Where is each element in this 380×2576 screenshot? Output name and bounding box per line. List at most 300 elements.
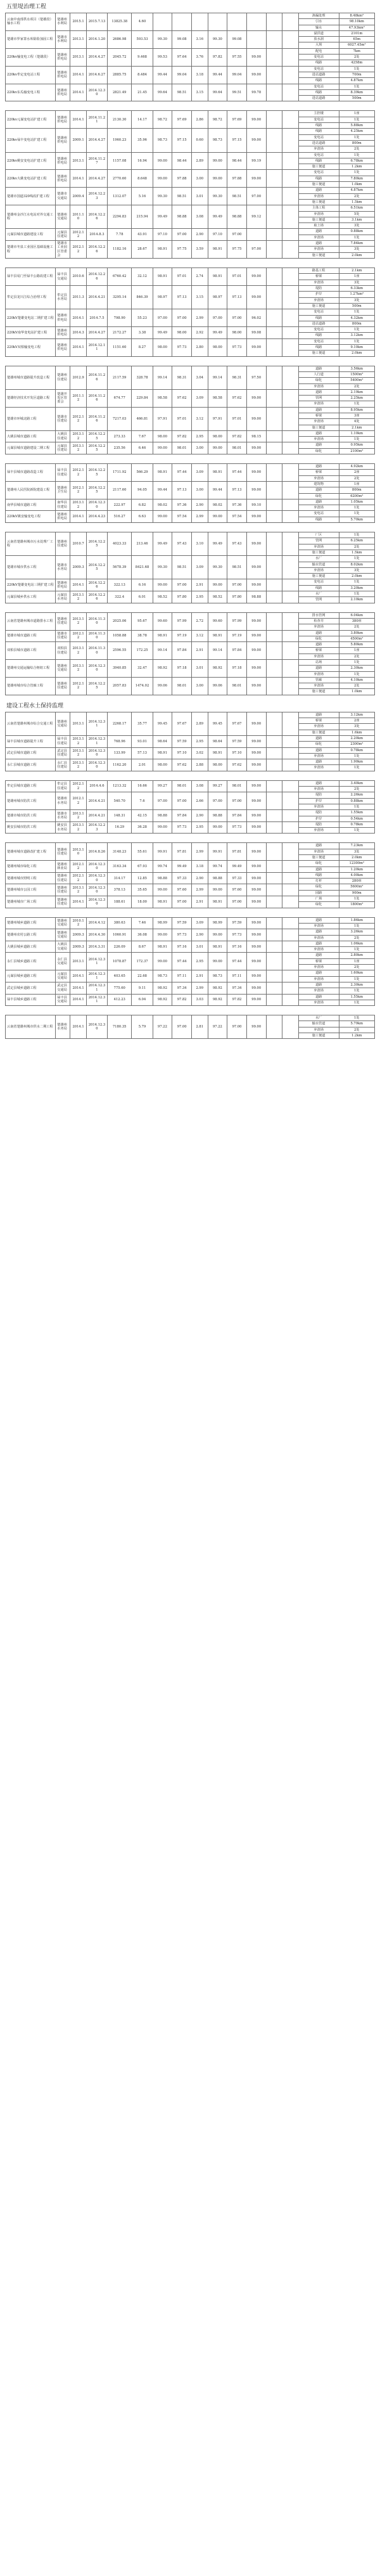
ledger-section bbox=[0, 1, 380, 101]
quantity-cell: 2.1km bbox=[339, 268, 374, 274]
value-cell: 2014.12.23 bbox=[86, 821, 107, 834]
value-cell: 2014.1 bbox=[70, 1015, 87, 1039]
item-cell: 弃渣场 bbox=[298, 401, 339, 407]
value-cell: 35.96 bbox=[132, 129, 153, 152]
value-cell: 5.79 bbox=[132, 1015, 153, 1039]
value-cell: 97.34 bbox=[172, 982, 192, 994]
item-cell: 弃渣场 bbox=[298, 947, 339, 953]
quantity-cell: 1处 bbox=[339, 591, 374, 597]
value-cell: 2014.12.30 bbox=[86, 84, 107, 101]
unit-cell: 楚雄市水务局 bbox=[56, 556, 70, 579]
value-cell: 3.08 bbox=[191, 780, 208, 792]
value-cell: 99.00 bbox=[246, 747, 266, 759]
quantity-cell: 4处 bbox=[339, 419, 374, 425]
unit-cell: 永仁县住建局 bbox=[56, 759, 70, 771]
value-cell bbox=[266, 953, 282, 970]
value-cell: 99.00 bbox=[246, 884, 266, 896]
value-cell bbox=[282, 792, 299, 810]
value-cell bbox=[282, 953, 299, 970]
value-cell bbox=[266, 48, 282, 66]
value-cell: 2012.9 bbox=[70, 366, 87, 389]
value-cell: 2014.12.25 bbox=[86, 556, 107, 579]
item-cell: 护岸 bbox=[298, 816, 339, 821]
value-cell: 8421.68 bbox=[132, 556, 153, 579]
value-cell: 5.16 bbox=[132, 188, 153, 205]
value-cell: 2770.60 bbox=[108, 170, 132, 188]
value-cell: 98.01 bbox=[227, 442, 247, 454]
value-cell: 540.70 bbox=[108, 792, 132, 810]
value-cell: 2013.12 bbox=[70, 499, 87, 511]
quantity-cell: 2座 bbox=[339, 470, 374, 475]
quantity-cell: 6027.45m² bbox=[339, 42, 374, 48]
value-cell: 99.64 bbox=[208, 84, 227, 101]
quantity-cell: 1处 bbox=[339, 338, 374, 344]
item-cell: 道路 bbox=[298, 366, 339, 371]
item-cell: 人行道 bbox=[298, 371, 339, 377]
project-name-cell: 楚雄州城市道路改扩建工程 bbox=[6, 843, 56, 861]
value-cell: 99.06 bbox=[153, 677, 172, 695]
item-cell: 桥梁 bbox=[298, 470, 339, 475]
value-cell: 2014.12.23 bbox=[86, 188, 107, 205]
value-cell bbox=[266, 659, 282, 677]
section-title: 建设工程水土保持监理 bbox=[6, 702, 64, 709]
value-cell: 2.66 bbox=[191, 792, 208, 810]
value-cell: 2012.12 bbox=[70, 481, 87, 499]
table-row bbox=[6, 268, 375, 274]
value-cell: 97.00 bbox=[172, 309, 192, 327]
quantity-cell: 8.48km² bbox=[339, 13, 374, 19]
item-cell: 输水 bbox=[298, 25, 339, 30]
value-cell: 2014.8.26 bbox=[86, 843, 107, 861]
quantity-cell: 1处 bbox=[339, 309, 374, 315]
item-cell: 桥梁 bbox=[298, 648, 339, 654]
document bbox=[0, 1, 380, 1039]
project-name-cell: 牟定县龙川江综合治理工程 bbox=[6, 286, 56, 309]
quantity-cell: 1.10km bbox=[339, 430, 374, 436]
value-cell: 2014.12.30 bbox=[86, 884, 107, 896]
ledger-table bbox=[5, 366, 375, 454]
ledger-table bbox=[5, 1015, 375, 1039]
project-name-cell: 楚雄州城市广场工程 bbox=[6, 896, 56, 908]
project-name-cell: 220kv姚安变电站扩建工程 bbox=[6, 152, 56, 170]
unit-cell: 楚雄州住建局 bbox=[56, 884, 70, 896]
quantity-cell: 900m bbox=[339, 890, 374, 896]
quantity-cell: 2.0km bbox=[339, 574, 374, 579]
value-cell: 97.22 bbox=[208, 1015, 227, 1039]
quantity-cell: 5.70km bbox=[339, 517, 374, 522]
table-row bbox=[6, 792, 375, 798]
value-cell: 2014.12.30 bbox=[86, 759, 107, 771]
value-cell bbox=[282, 532, 299, 556]
quantity-cell: 3.40km bbox=[339, 780, 374, 786]
value-cell: 98.73 bbox=[208, 970, 227, 982]
table-row bbox=[6, 843, 375, 849]
value-cell: 2013.1 bbox=[70, 48, 87, 66]
value-cell: 98.91 bbox=[153, 941, 172, 953]
table-row bbox=[6, 442, 375, 448]
value-cell: 3.76 bbox=[191, 48, 208, 66]
value-cell bbox=[266, 13, 282, 31]
table-row bbox=[6, 327, 375, 333]
quantity-cell: 4500m² bbox=[339, 636, 374, 641]
value-cell: 7.67 bbox=[132, 430, 153, 442]
value-cell bbox=[282, 205, 299, 229]
value-cell bbox=[282, 442, 299, 454]
value-cell: 2013.12 bbox=[70, 884, 87, 896]
value-cell: 97.44 bbox=[227, 464, 247, 482]
quantity-cell: 1.0km bbox=[339, 182, 374, 188]
quantity-cell: 6200m² bbox=[339, 493, 374, 499]
value-cell bbox=[282, 810, 299, 822]
value-cell: 95.67 bbox=[132, 612, 153, 630]
quantity-cell: 1.06km bbox=[339, 941, 374, 946]
value-cell: 3.04 bbox=[191, 366, 208, 389]
value-cell: 98.51 bbox=[227, 188, 247, 205]
value-cell: 97.00 bbox=[172, 1015, 192, 1039]
item-cell: 弃渣场 bbox=[298, 437, 339, 442]
value-cell: 97.11 bbox=[227, 970, 247, 982]
quantity-cell: 700m bbox=[339, 72, 374, 77]
value-cell: 98.00 bbox=[208, 338, 227, 356]
value-cell: 55.61 bbox=[132, 843, 153, 861]
quantity-cell: 5处 bbox=[339, 211, 374, 217]
project-name-cell: 元谋县城乡供水工程 bbox=[6, 591, 56, 603]
value-cell bbox=[266, 843, 282, 861]
unit-cell: 楚雄州住建局 bbox=[56, 677, 70, 695]
value-cell: 99.00 bbox=[153, 929, 172, 941]
value-cell bbox=[282, 48, 299, 66]
item-cell: 配电 bbox=[298, 48, 339, 54]
project-name-cell: 禄丰县城市道路改造工程 bbox=[6, 464, 56, 482]
value-cell: 97.43 bbox=[172, 532, 192, 556]
value-cell: 97.54 bbox=[227, 511, 247, 523]
value-cell bbox=[282, 929, 299, 941]
item-cell: 道路 bbox=[298, 442, 339, 448]
value-cell bbox=[266, 229, 282, 241]
value-cell: 2014.12.31 bbox=[86, 994, 107, 1006]
quantity-cell: 9.10km bbox=[339, 345, 374, 351]
value-cell: 22.68 bbox=[132, 970, 153, 982]
value-cell: 3.18 bbox=[191, 66, 208, 84]
value-cell: 2.95 bbox=[191, 735, 208, 747]
quantity-cell: 1500m² bbox=[339, 371, 374, 377]
value-cell: 99.14 bbox=[208, 366, 227, 389]
quantity-cell: 2.1km bbox=[339, 425, 374, 430]
value-cell: 97.10 bbox=[208, 229, 227, 241]
value-cell: 2014.12.11 bbox=[86, 338, 107, 356]
value-cell: 97.99 bbox=[227, 612, 247, 630]
value-cell: 97.84 bbox=[227, 810, 247, 822]
value-cell: 2009.1 bbox=[70, 129, 87, 152]
value-cell bbox=[282, 407, 299, 430]
quantity-cell: 1.27km² bbox=[339, 292, 374, 297]
value-cell: 2.99 bbox=[191, 309, 208, 327]
value-cell: 98.58 bbox=[153, 389, 172, 407]
quantity-cell: 3处 bbox=[339, 280, 374, 285]
project-name-cell: 永仁县城市道路工程 bbox=[6, 759, 56, 771]
value-cell: 38.78 bbox=[132, 630, 153, 642]
quantity-cell: 1.20km bbox=[339, 866, 374, 872]
value-cell: 3.01 bbox=[191, 941, 208, 953]
value-cell: 2.81 bbox=[191, 1015, 208, 1039]
item-cell: 道路 bbox=[298, 780, 339, 786]
table-row bbox=[6, 821, 375, 827]
unit-cell: 禄丰县住建局 bbox=[56, 464, 70, 482]
item-cell: 施工便道 bbox=[298, 550, 339, 555]
value-cell: 98.00 bbox=[227, 327, 247, 339]
value-cell: 2014.3 bbox=[70, 327, 87, 339]
unit-cell: 楚雄州交通局 bbox=[56, 712, 70, 735]
value-cell: 2.99 bbox=[191, 511, 208, 523]
value-cell: 2014.12.26 bbox=[86, 591, 107, 603]
table-row bbox=[6, 591, 375, 597]
ledger-section bbox=[0, 264, 380, 356]
unit-cell: 楚雄州交通局 bbox=[56, 659, 70, 677]
quantity-cell: 1处 bbox=[339, 152, 374, 158]
value-cell: 97.60 bbox=[227, 884, 247, 896]
quantity-cell: 1处 bbox=[339, 66, 374, 72]
value-cell: 99.00 bbox=[246, 579, 266, 591]
value-cell: 2014.12.30 bbox=[86, 896, 107, 908]
value-cell: 1078.87 bbox=[108, 953, 132, 970]
table-row bbox=[6, 48, 375, 54]
value-cell: 97.82 bbox=[172, 994, 192, 1006]
unit-cell: 楚雄市住建局 bbox=[56, 407, 70, 430]
item-cell: 变电站 bbox=[298, 66, 339, 72]
value-cell: 99.00 bbox=[153, 821, 172, 834]
value-cell: 97.15 bbox=[227, 129, 247, 152]
value-cell: 97.59 bbox=[172, 735, 192, 747]
value-cell bbox=[266, 612, 282, 630]
value-cell: 2014.12.26 bbox=[86, 240, 107, 258]
table-row bbox=[6, 499, 375, 505]
project-name-cell: 220kV姚安输变电工程 bbox=[6, 511, 56, 523]
item-cell: 绿化 bbox=[298, 884, 339, 890]
quantity-cell: 6.25km bbox=[339, 538, 374, 544]
value-cell bbox=[282, 327, 299, 339]
item-cell: 变电站 bbox=[298, 511, 339, 517]
ledger-table bbox=[5, 463, 375, 523]
value-cell: 98.91 bbox=[208, 268, 227, 286]
value-cell bbox=[282, 642, 299, 660]
value-cell: 98.92 bbox=[153, 982, 172, 994]
value-cell bbox=[282, 30, 299, 48]
quantity-cell: 1.05km bbox=[339, 499, 374, 505]
value-cell: 99.00 bbox=[153, 953, 172, 970]
value-cell: 16.66 bbox=[132, 780, 153, 792]
ledger-section bbox=[0, 106, 380, 259]
value-cell: 1213.32 bbox=[108, 780, 132, 792]
item-cell: 线路 bbox=[298, 333, 339, 338]
value-cell: 3940.85 bbox=[108, 659, 132, 677]
value-cell: 2014.12.30 bbox=[86, 872, 107, 884]
value-cell: 99.08 bbox=[172, 30, 192, 48]
quantity-cell: 2.30km bbox=[339, 666, 374, 671]
quantity-cell: 1处 bbox=[339, 505, 374, 511]
quantity-cell: 12300m² bbox=[339, 861, 374, 866]
value-cell: 2013.12 bbox=[70, 747, 87, 759]
table-row bbox=[6, 929, 375, 935]
unit-cell: 楚雄州交通局 bbox=[56, 917, 70, 929]
item-cell: 大坝 bbox=[298, 42, 339, 48]
unit-cell: 楚雄州供电局 bbox=[56, 579, 70, 591]
quantity-cell: 7km bbox=[339, 48, 374, 54]
value-cell: 2.92 bbox=[191, 327, 208, 339]
quantity-cell: 3.26km bbox=[339, 929, 374, 935]
ledger-table bbox=[5, 13, 375, 101]
item-cell: 弃渣场 bbox=[298, 976, 339, 982]
ledger-section bbox=[0, 528, 380, 603]
project-name-cell: 大姚县城市道路工程 bbox=[6, 430, 56, 442]
value-cell bbox=[266, 84, 282, 101]
value-cell: 7.78 bbox=[108, 229, 132, 241]
quantity-cell: 1处 bbox=[339, 134, 374, 140]
quantity-cell: 1.55km bbox=[339, 810, 374, 816]
item-cell: 弃渣场 bbox=[298, 753, 339, 759]
value-cell bbox=[282, 268, 299, 286]
ledger-section bbox=[0, 700, 380, 771]
quantity-cell: 2.0km bbox=[339, 252, 374, 258]
value-cell: 98.31 bbox=[172, 366, 192, 389]
value-cell bbox=[282, 389, 299, 407]
quantity-cell: 2处 bbox=[339, 55, 374, 60]
item-cell: 进站道路 bbox=[298, 96, 339, 101]
value-cell: 99.00 bbox=[246, 917, 266, 929]
item-cell: 弃渣场 bbox=[298, 544, 339, 550]
value-cell: 6.04 bbox=[132, 994, 153, 1006]
value-cell: 99.91 bbox=[208, 843, 227, 861]
value-cell: 2011.12 bbox=[70, 389, 87, 407]
ledger-section bbox=[0, 1011, 380, 1039]
project-name-cell: 双柏县城市道路工程 bbox=[6, 642, 56, 660]
value-cell: 99.00 bbox=[246, 170, 266, 188]
value-cell bbox=[282, 843, 299, 861]
value-cell: 97.82 bbox=[227, 430, 247, 442]
unit-cell: 楚雄州卫生局 bbox=[56, 481, 70, 499]
value-cell bbox=[282, 896, 299, 908]
quantity-cell: 1处 bbox=[339, 532, 374, 538]
value-cell: 3.09 bbox=[191, 917, 208, 929]
value-cell: 2885.75 bbox=[108, 66, 132, 84]
quantity-cell: 5.88km bbox=[339, 123, 374, 129]
quantity-cell: 2.80km bbox=[339, 953, 374, 958]
value-cell: 3.12 bbox=[191, 407, 208, 430]
quantity-cell: 1处 bbox=[339, 671, 374, 677]
value-cell: 2014.4.27 bbox=[86, 327, 107, 339]
value-cell: 2117.60 bbox=[108, 481, 132, 499]
value-cell bbox=[266, 556, 282, 579]
value-cell bbox=[227, 13, 247, 31]
value-cell: 99.53 bbox=[153, 48, 172, 66]
quantity-cell: 2300m² bbox=[339, 742, 374, 747]
value-cell: 97.84 bbox=[227, 642, 247, 660]
value-cell: 97.11 bbox=[172, 970, 192, 982]
project-name-cell: 云南省楚雄州城市供水二期工程 bbox=[6, 1015, 56, 1039]
item-cell: 堤防 bbox=[298, 792, 339, 798]
item-cell: 建筑物 bbox=[298, 481, 339, 487]
value-cell: 99.00 bbox=[208, 821, 227, 834]
item-cell: 进站道路 bbox=[298, 72, 339, 77]
quantity-cell: 500m bbox=[339, 96, 374, 101]
value-cell: 2013.12 bbox=[70, 821, 87, 834]
value-cell: 188.61 bbox=[108, 896, 132, 908]
value-cell: 2117.59 bbox=[108, 366, 132, 389]
item-cell: 施工便道 bbox=[298, 303, 339, 309]
quantity-cell: 1座 bbox=[339, 648, 374, 654]
value-cell bbox=[282, 366, 299, 389]
table-row bbox=[6, 240, 375, 246]
value-cell: 3.00 bbox=[191, 481, 208, 499]
project-name-cell: 大姚县城乡道路工程 bbox=[6, 941, 56, 953]
unit-cell: 楚雄州住建局 bbox=[56, 872, 70, 884]
value-cell bbox=[266, 511, 282, 523]
value-cell: 2014.4.27 bbox=[86, 129, 107, 152]
project-name-cell: 元谋县城乡道路工程 bbox=[6, 970, 56, 982]
value-cell: 2010.6 bbox=[70, 268, 87, 286]
value-cell bbox=[266, 430, 282, 442]
item-cell: 弃渣场 bbox=[298, 475, 339, 481]
value-cell: 97.73 bbox=[227, 338, 247, 356]
item-cell: 道路 bbox=[298, 389, 339, 395]
value-cell: 98.01 bbox=[172, 780, 192, 792]
quantity-cell: 1处 bbox=[339, 988, 374, 994]
item-cell: 线路 bbox=[298, 60, 339, 66]
value-cell: 2014.12.30 bbox=[86, 659, 107, 677]
quantity-cell: 1处 bbox=[339, 804, 374, 809]
item-cell: 弃渣场 bbox=[298, 211, 339, 217]
value-cell: 97.60 bbox=[172, 884, 192, 896]
quantity-cell: 7.84km bbox=[339, 240, 374, 246]
value-cell: 2013.12 bbox=[70, 810, 87, 822]
value-cell bbox=[282, 229, 299, 241]
item-cell: 进站道路 bbox=[298, 140, 339, 146]
value-cell: 16.29 bbox=[108, 821, 132, 834]
value-cell: 3.12 bbox=[191, 630, 208, 642]
value-cell: 3.09 bbox=[191, 556, 208, 579]
value-cell: 18.00 bbox=[132, 896, 153, 908]
value-cell bbox=[266, 896, 282, 908]
value-cell bbox=[282, 499, 299, 511]
project-name-cell: 220kV双柏输变电工程 bbox=[6, 338, 56, 356]
quantity-cell: 4.87km bbox=[339, 188, 374, 193]
value-cell: 97.82 bbox=[227, 994, 247, 1006]
quantity-cell: 1座 bbox=[339, 481, 374, 487]
table-row bbox=[6, 389, 375, 395]
value-cell bbox=[266, 872, 282, 884]
ledger-table bbox=[5, 712, 375, 771]
value-cell bbox=[282, 111, 299, 129]
unit-cell: 楚雄州供电局 bbox=[56, 111, 70, 129]
table-row bbox=[6, 884, 375, 890]
quantity-cell: 4.92km bbox=[339, 464, 374, 470]
value-cell: 97.62 bbox=[172, 759, 192, 771]
ledger-table bbox=[5, 532, 375, 603]
value-cell: 8.648 bbox=[132, 170, 153, 188]
value-cell: 97.00 bbox=[153, 792, 172, 810]
value-cell: 98.88 bbox=[246, 591, 266, 603]
value-cell: 2012.12 bbox=[70, 792, 87, 810]
value-cell bbox=[282, 240, 299, 258]
value-cell: 3295.14 bbox=[108, 286, 132, 309]
value-cell bbox=[282, 982, 299, 994]
quantity-cell: 4.25km bbox=[339, 129, 374, 134]
value-cell: 99.00 bbox=[246, 953, 266, 970]
value-cell: 99.00 bbox=[246, 48, 266, 66]
item-cell: 主控楼 bbox=[298, 111, 339, 117]
value-cell bbox=[266, 780, 282, 792]
item-cell: 取土场 bbox=[298, 223, 339, 229]
value-cell: 98.91 bbox=[153, 747, 172, 759]
